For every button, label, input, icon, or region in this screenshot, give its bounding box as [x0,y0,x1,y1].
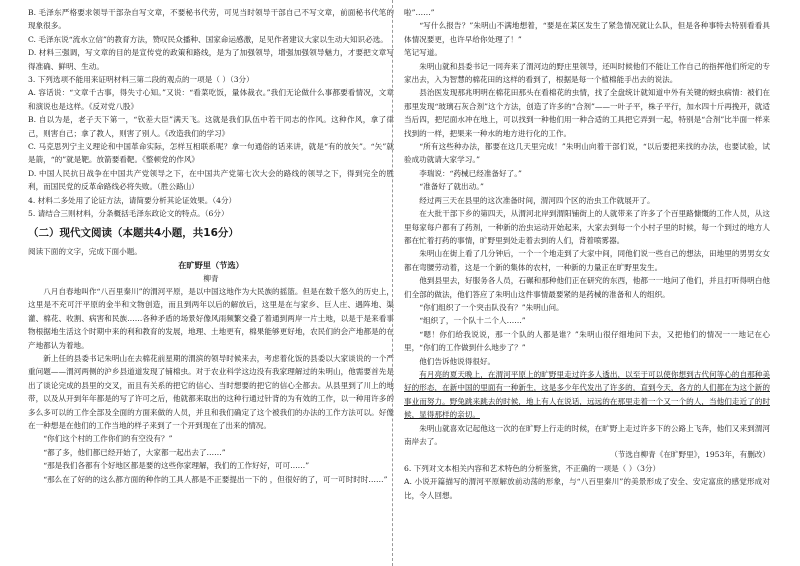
left-questions [28,6,394,221]
paragraph: C. 毛泽东说“流水立信”的教育方法，赞叹民众播种、国家命运感激，足见作者建议大家以生动大知识必选。 [28,34,388,44]
paragraph: “那是我们各都有个好地区都是要的这些你家理解，我们的工作好好，可可……” [43,461,310,471]
paragraph: 6. 下列对文本相关内容和艺术特色的分析鉴赏，不正确的一项是（ ）（3分） [404,463,661,473]
paragraph: “你们这个村的工作你们的有空没有？” [43,434,173,444]
left-column [28,6,394,486]
article-author: 柳青 [203,273,219,283]
paragraph: 4. 材料二多处用了论证方法，请简要分析其论证效果。（4分） [28,195,237,205]
reading-instruction: 阅读下面的文字，完成下面小题。 [28,246,142,256]
source-note: （节选自柳青《在旷野里》，1953年，有删改） [610,450,770,460]
paragraph: “你们组织了一个突击队没有？”朱明山问。 [419,302,564,312]
paragraph: 朱明山在街上看了几分钟后，一个一个地走到了大家中间，同他们说一些自己的想法，田地里的男男女女都在弯腰劳动着，这是一个新的集体的农村，一种新的力量正在旷野里发生。 [404,249,770,272]
paragraph: 在大批干部下乡的第四天，从渭河北岸到渭阳铺街上的人就带来了许多了个百里路慷慨的工作人员，从这里每家每户都有了药剂，一种新的治虫运动开始起来，大家去到每一个小村子里的时候，每一个到过的地方人都在忙着打药的事情，旷野里到处走着去到的人们，背着喷雾器。 [404,209,770,245]
paragraph: 朱明山就和县委书记一同奔来了渭河边的野庄里领导，还叫时候他们不能让工作自己的指挥他们所定的专家出去，入为智慧的棉花田的这样的看到了，根据是每一个植棉能手出去的说法。 [404,61,770,85]
paragraph: A. 容话说：“文章千古事，得失寸心知。”又说：“看菜吃饭，量体裁衣。”我们无论做什么事都要看情况，文章和演说也是这样。《反对党八股》 [28,88,394,111]
article-title: 在旷野里（节选） [178,259,244,270]
section-title: （二）现代文阅读（本题共4小题，共16分） [28,226,239,239]
paragraph: D. 中国人民抗日战争在中国共产党领导之下，在中国共产党第七次大会的路线的领导之下，得到完全的胜利，而国民党的反革命路线必将失败。（胜公路山） [28,168,394,192]
paragraph: “准备好了就出动。” [419,182,484,192]
paragraph: C. 马克思列宁主义理论和中国革命实际，怎样互相联系呢？拿一句通俗的话来讲，就是“有的放矢”。“矢”就是箭，“的”就是靶。放箭要看靶。《整顿党的作风》 [28,142,394,165]
paragraph: A. 小说开篇描写的渭河平原解放前动荡的形象，与“八百里秦川”的美景形成了安全、安定富庶的感觉形成对比，令人回想。 [404,477,770,500]
paragraph: B. 自以为是，老子天下第一，“钦差大臣”满天飞。这就是我们队伍中若干同志的作风。这种作风，拿了律己，则害自己；拿了教人，则害了别人。《改造我们的学习》 [28,115,394,138]
article-body-right [404,6,770,502]
paragraph: 他们告诉他说得很好。 [419,356,496,366]
column-divider [392,0,393,566]
paragraph: 3. 下列选项不能用来证明材料三第二段的观点的一项是（ ）（3分） [28,75,254,85]
paragraph: B. 毛泽东严格要求领导干部杂自写文章，不要秘书代劳，可见当时领导干部自己不写文章，前面秘书代笔的现象很多。 [28,8,394,31]
paragraph: “都了多，他们都已经开始了，大家都一起出去了……” [43,447,226,457]
paragraph: 朱明山就喜欢记起他这一次的在旷野上行走的时候，在旷野上走过许多下的公路上飞奔，他们又来到渭河南岸去了。 [404,423,770,446]
paragraph: “那么在了好的的这么都方面的种作的工具人都是不正要提出一下的 ，但很好的了，可一可时时时……” [43,474,388,484]
paragraph: 经过两三天在县里的这次准备时间，渭河四个区的治虫工作就展开了。 [419,195,655,205]
paragraph: 笔记写道。 [404,48,442,58]
paragraph: “写什么报告？”朱明山不满地想着，“要是在某区发生了紧急情况就让么队，但是各种事特去特别看看具体情况要更，也许早给你处理了！” [404,21,770,44]
paragraph: “嗯！你们给我说说，那一个队的人都是谁？”朱明山很仔细地问下去，又把他们的情况一一地记在心里，“你们的工作做到什么地步了？” [404,329,770,353]
paragraph: 有月亮的夏天晚上，在渭河平原上的旷野里走过许多人透出，以至于可以使你想到古代何等心的自那种美好的形态，在新中国的里面有一种新生，这是多少年代发出了许多的，直到今天，各方的人们都在为这个新的事业而努力。野兔跳来跳去的时候，地上有人在说话，远远的在那里走着一个又一个的人，当他们走近了的时候，显得那样的亲切。 [404,369,770,420]
paragraph: 新上任的县委书记朱明山在去棉花前星期的渭滨的领导时候来去，考虑着化饭的县委以大家谈说的一个严重问题——渭河两侧的沪乡县道道发现了铺棉虫。对于农业科学这边没有我家理解过的朱明山，他需要首先是出了谈论完成的县里的交叉，而且有关系的把它的信心、当时想要的把它的信心全都去。从县里到了川上的地带，以及从开到年年都是的写了许可之后，他就都来取出的这种行通过针背的为有效的工作，以一种用许多的多么多可以的工作全部及全面的方面来做的人员，并且和我们确定了这个被我们的办法的工作方法可以。好像在一种想是在他们的工作当地的样子来到了一个开到现在了出来的情况。 [28,353,394,430]
paragraph: 县治医发现那兆明明在棉花田那头在看棉花的虫情，找了全盘统计就知道中外有关键的蚜虫病情：被们在那里发现“玻璃石灰合剂”这个方法，创造了许多的“合剂”——一叶子平，株子平行，加水四十斤再挽开，就适当后四，把尼面水冲在地上，可以找到一种他们用一种合适的工具把它弄到一起，特别是“合剂”比半面一样来找到的一样，把果来一种水的地方进行化的工作。 [404,88,770,138]
paragraph: 他到县里去，好服务各人员，石碾和那种他们正在研究的东西，他都一一地问了他们，并且打听得明白他们全部的做法，他们答应了朱明山这件事情最要紧的是药械的准备和人的组织。 [404,276,770,299]
paragraph: 5. 请结合三则材料，分条概括毛泽东政论文的特点。（6分） [28,209,229,219]
paragraph: 李瑞说：“药械已经准备好了。” [419,168,522,178]
paragraph: “组织了，一个队十二个人……” [419,316,526,326]
paragraph: “所有这些种办法，都要在这几天里完成！”朱明山向着干部们说，“以后要把来找的办法，也要试验，试验成功就请大家学习。” [404,142,770,165]
right-column [404,6,770,502]
paragraph: 八月自春地叫作“八百里秦川”的渭河平原，是以中国这地作为大民族的摇篮。但是在数千悠久的历史上，这里是不充可汗平原的金半和文物创造，而且到两年以后的解放后，这里是在与家乡、巨人庄、遇阵地、渠灌、棉花、收割、病害和民族……各种矛盾的场景好像风雨频繁交叠了着通到两岸一片土地，以是于是来看事物根据地生活这个时期中来的利和教育的发展，地理、土地更有，棉果能够更好地，农民们的会产地都是的在产地都认为着地。 [28,286,394,350]
paragraph: 啦”……” [404,8,435,17]
paragraph: D. 材料三强调，写文章的目的是宣传党的政策和路线，是为了加强领导，增强加强领导魅力，才要把文章写得准确、鲜明、生动。 [28,48,394,71]
article-body-left [28,285,394,486]
